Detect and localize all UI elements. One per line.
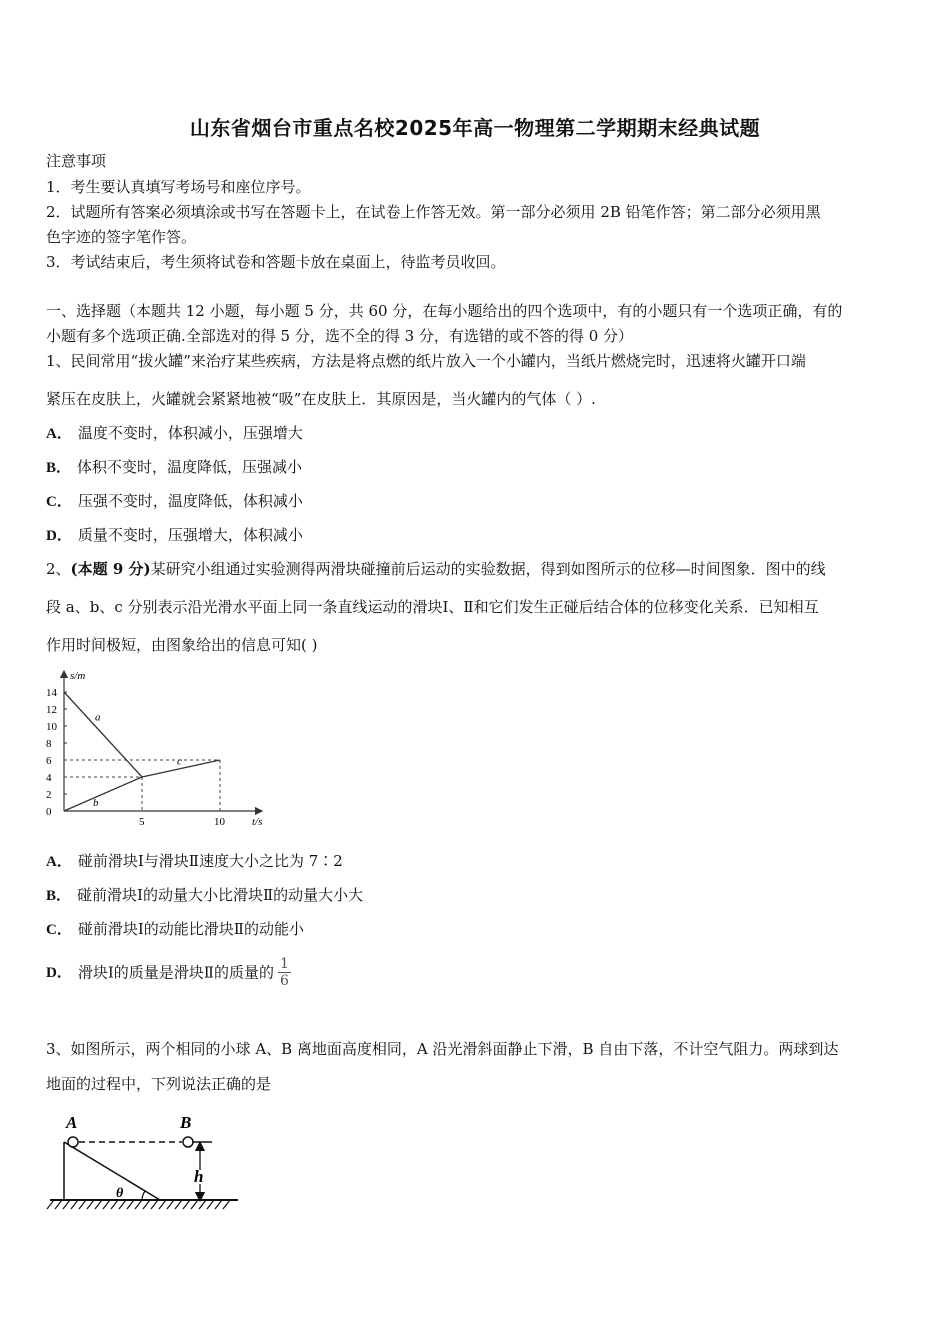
option-text: 温度不变时，体积减小，压强增大 <box>77 424 303 442</box>
q2-number: 2、 <box>46 560 71 578</box>
hatch-mark <box>111 1200 118 1209</box>
q1-option-b[interactable] <box>46 456 302 479</box>
option-text: 碰前滑块Ⅰ的动量大小比滑块Ⅱ的动量大小大 <box>77 886 364 904</box>
q1-option-d[interactable] <box>46 524 303 547</box>
hatch-mark <box>215 1200 222 1209</box>
q2-stem-cont: 段 a、b、c 分别表示沿光滑水平面上同一条直线运动的滑块Ⅰ、Ⅱ和它们发生正碰后结合体的位移变化关系．已知相互 <box>46 598 819 616</box>
q2-points: (本题 9 分) <box>70 560 151 578</box>
label-b: B <box>180 1113 192 1132</box>
hatch-mark <box>55 1200 62 1209</box>
hatch-mark <box>143 1200 150 1209</box>
q3-stem-cont: 地面的过程中，下列说法正确的是 <box>46 1075 272 1093</box>
y-tick-label: 14 <box>46 687 57 699</box>
notice-item-2-cont: 色字迹的签字笔作答。 <box>46 228 197 246</box>
y-axis-label: s/m <box>70 670 86 682</box>
incline-figure <box>46 1104 246 1214</box>
hatch-mark <box>191 1200 198 1209</box>
series-line-a <box>64 692 142 777</box>
notice-item-1: 1．考生要认真填写考场号和座位序号。 <box>46 178 311 196</box>
notice-item-3: 3．考试结束后，考生须将试卷和答题卡放在桌面上，待监考员收回。 <box>46 253 506 271</box>
hatch-mark <box>103 1200 110 1209</box>
fraction-one-sixth <box>278 956 291 989</box>
series-label-b: b <box>93 797 99 809</box>
hatch-mark <box>95 1200 102 1209</box>
q2-option-d[interactable] <box>46 956 291 989</box>
displacement-time-chart <box>40 665 280 835</box>
option-letter: B． <box>46 460 72 476</box>
fraction-numerator: 1 <box>279 956 289 972</box>
option-letter: B． <box>46 888 72 904</box>
hatch-mark <box>207 1200 214 1209</box>
y-tick-label: 6 <box>46 755 52 767</box>
notice-item-2: 2．试题所有答案必须填涂或书写在答题卡上，在试卷上作答无效。第一部分必须用 2B 铅笔作答；第二部分必须用黑 <box>46 203 821 221</box>
q1-option-a[interactable] <box>46 422 303 445</box>
hatch-mark <box>159 1200 166 1209</box>
fraction-denominator: 6 <box>279 973 289 989</box>
q2-stem-cont-2: 作用时间极短，由图象给出的信息可知( ) <box>46 636 318 654</box>
section-1-heading: 一、选择题（本题共 12 小题，每小题 5 分，共 60 分，在每小题给出的四个选项中，有的小题只有一个选项正确，有的 <box>46 302 843 320</box>
q1-option-c[interactable] <box>46 490 303 513</box>
option-letter: D． <box>46 964 72 981</box>
hatch-mark <box>79 1200 86 1209</box>
ground-hatching <box>47 1200 230 1209</box>
y-tick-label: 8 <box>46 738 52 750</box>
hatch-mark <box>199 1200 206 1209</box>
page-title: 山东省烟台市重点名校2025年高一物理第二学期期末经典试题 <box>189 116 761 140</box>
hatch-mark <box>183 1200 190 1209</box>
hatch-mark <box>71 1200 78 1209</box>
hatch-mark <box>167 1200 174 1209</box>
hatch-mark <box>87 1200 94 1209</box>
hatch-mark <box>63 1200 70 1209</box>
label-a: A <box>66 1113 78 1132</box>
q2-option-a[interactable] <box>46 850 343 873</box>
y-tick-label: 2 <box>46 789 52 801</box>
y-tick-label: 12 <box>46 704 57 716</box>
label-h: h <box>194 1167 204 1186</box>
q2-stem-text: 某研究小组通过实验测得两滑块碰撞前后运动的实验数据，得到如图所示的位移—时间图象．图中的线 <box>150 560 826 578</box>
hatch-mark <box>151 1200 158 1209</box>
y-tick-label: 4 <box>46 772 52 784</box>
option-letter: A． <box>46 426 72 442</box>
hatch-mark <box>135 1200 142 1209</box>
option-letter: C． <box>46 494 72 510</box>
x-axis-label: t/s <box>252 816 263 828</box>
option-text: 碰前滑块Ⅰ与滑块Ⅱ速度大小之比为 7∶2 <box>77 852 343 870</box>
option-letter: C． <box>46 922 72 938</box>
option-letter: A． <box>46 854 72 870</box>
hatch-mark <box>127 1200 134 1209</box>
series-line-b <box>64 777 142 811</box>
q1-stem-cont: 紧压在皮肤上，火罐就会紧紧地被“吸”在皮肤上．其原因是，当火罐内的气体（ ）. <box>46 390 596 408</box>
option-letter: D． <box>46 528 72 544</box>
hatch-mark <box>47 1200 54 1209</box>
hatch-mark <box>175 1200 182 1209</box>
q2-option-c[interactable] <box>46 918 304 941</box>
option-text: 碰前滑块Ⅰ的动能比滑块Ⅱ的动能小 <box>77 920 304 938</box>
theta-arc <box>142 1191 145 1200</box>
q2-stem <box>46 558 906 580</box>
option-text: 体积不变时，温度降低，压强减小 <box>77 458 303 476</box>
option-text: 质量不变时，压强增大，体积减小 <box>77 526 303 544</box>
series-label-c: c <box>177 755 182 768</box>
hatch-mark <box>119 1200 126 1209</box>
ball-b <box>183 1137 193 1147</box>
x-tick-label: 5 <box>139 816 145 828</box>
q1-stem: 1、民间常用“拔火罐”来治疗某些疾病，方法是将点燃的纸片放入一个小罐内，当纸片燃烧完时，迅速将火罐开口端 <box>46 352 806 370</box>
option-text: 滑块Ⅰ的质量是滑块Ⅱ的质量的 <box>77 963 274 982</box>
option-text: 压强不变时，温度降低，体积减小 <box>77 492 303 510</box>
x-tick-label: 10 <box>214 816 225 828</box>
y-tick-label: 0 <box>46 806 52 818</box>
section-1-heading-cont: 小题有多个选项正确.全部选对的得 5 分，选不全的得 3 分，有选错的或不答的得 0 分） <box>46 327 634 345</box>
ball-a <box>68 1137 78 1147</box>
incline-slope <box>64 1142 160 1200</box>
hatch-mark <box>223 1200 230 1209</box>
y-tick-label: 10 <box>46 721 57 733</box>
label-theta: θ <box>116 1186 124 1201</box>
q3-stem: 3、如图所示，两个相同的小球 A、B 离地面高度相同，A 沿光滑斜面静止下滑，B 自由下落，不计空气阻力。两球到达 <box>46 1040 839 1058</box>
notice-heading: 注意事项 <box>46 152 107 170</box>
q2-option-b[interactable] <box>46 884 363 907</box>
series-label-a: a <box>95 711 101 724</box>
